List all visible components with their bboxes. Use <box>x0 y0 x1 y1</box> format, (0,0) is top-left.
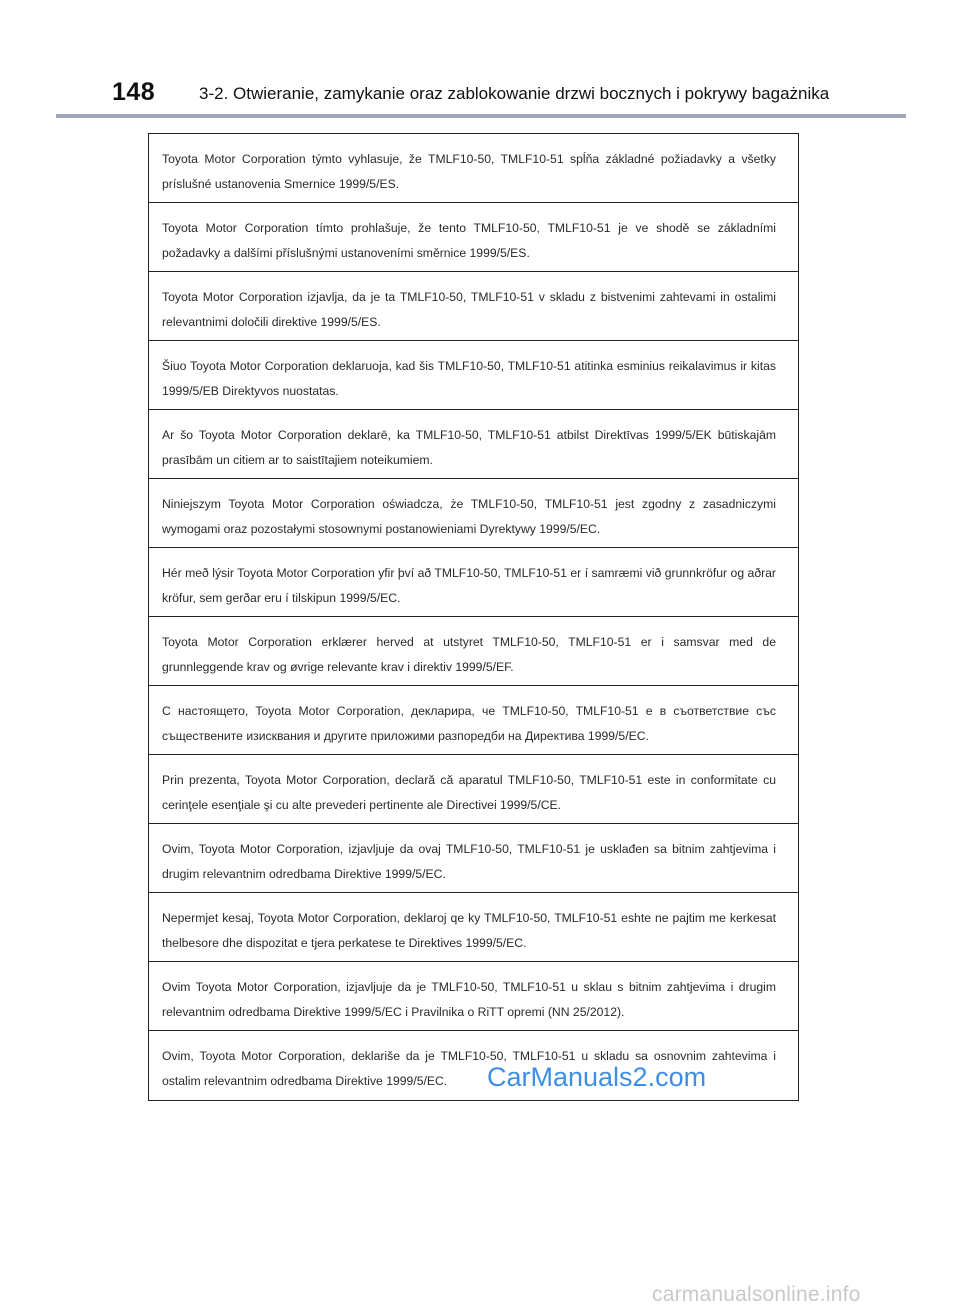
declaration-albanian: Nepermjet kesaj, Toyota Motor Corporation, deklaroj qe ky TMLF10-50, TMLF10-51 eshte ne pajtim me kerkesat thelbesore dhe dispozitat e tjera perkatese te Direktives 1999/5/EC. <box>149 893 798 962</box>
header-divider <box>56 114 906 118</box>
declaration-czech: Toyota Motor Corporation tímto prohlašuje, že tento TMLF10-50, TMLF10-51 je ve shodě se základními požadavky a dalšími příslušnými ustanoveními směrnice 1999/5/ES. <box>149 203 798 272</box>
declaration-slovak: Toyota Motor Corporation týmto vyhlasuje, že TMLF10-50, TMLF10-51 spĺňa základné požiadavky a všetky príslušné ustanovenia Smernice 1999/5/ES. <box>149 134 798 203</box>
carmanuals-watermark: CarManuals2.com <box>487 1062 707 1092</box>
page-number: 148 <box>112 78 156 106</box>
declaration-bosnian: Ovim, Toyota Motor Corporation, izjavljuje da ovaj TMLF10-50, TMLF10-51 je usklađen sa bitnim zahtjevima i drugim relevantnim odredbama Direktive 1999/5/EC. <box>149 824 798 893</box>
footer-watermark: carmanualsonline.info <box>652 1283 861 1306</box>
declarations-table <box>148 133 799 1101</box>
declaration-bulgarian: С настоящето, Toyota Motor Corporation, декларира, че TMLF10-50, TMLF10-51 е в съответствие със съществените изисквания и другите приложими разпоредби на Директива 1999/5/EC. <box>149 686 798 755</box>
declaration-serbian: Ovim, Toyota Motor Corporation, deklariše da je TMLF10-50, TMLF10-51 u skladu sa osnovnim zahtevima i ostalim relevantnim odredbama Direktive 1999/5/EC. <box>162 1049 776 1088</box>
section-title: 3-2. Otwieranie, zamykanie oraz zablokowanie drzwi bocznych i pokrywy bagażnika <box>199 84 830 103</box>
declaration-romanian: Prin prezenta, Toyota Motor Corporation, declară că aparatul TMLF10-50, TMLF10-51 este in conformitate cu cerinţele esenţiale şi cu alte prevederi pertinente ale Directivei 1999/5/CE. <box>149 755 798 824</box>
declaration-lithuanian: Šiuo Toyota Motor Corporation deklaruoja, kad šis TMLF10-50, TMLF10-51 atitinka esminius reikalavimus ir kitas 1999/5/EB Direktyvos nuostatas. <box>149 341 798 410</box>
declaration-icelandic: Hér með lýsir Toyota Motor Corporation yfir því að TMLF10-50, TMLF10-51 er í samræmi við grunnkröfur og aðrar kröfur, sem gerðar eru í tilskipun 1999/5/EC. <box>149 548 798 617</box>
declaration-norwegian: Toyota Motor Corporation erklærer herved at utstyret TMLF10-50, TMLF10-51 er i samsvar med de grunnleggende krav og øvrige relevante krav i direktiv 1999/5/EF. <box>149 617 798 686</box>
declaration-latvian: Ar šo Toyota Motor Corporation deklarē, ka TMLF10-50, TMLF10-51 atbilst Direktīvas 1999/5/EK būtiskajām prasībām un citiem ar to saistītajiem noteikumiem. <box>149 410 798 479</box>
declaration-polish: Niniejszym Toyota Motor Corporation oświadcza, że TMLF10-50, TMLF10-51 jest zgodny z zasadniczymi wymogami oraz pozostałymi stosownymi postanowieniami Dyrektywy 1999/5/EC. <box>149 479 798 548</box>
declaration-slovenian: Toyota Motor Corporation izjavlja, da je ta TMLF10-50, TMLF10-51 v skladu z bistvenimi zahtevami in ostalimi relevantnimi določili direktive 1999/5/ES. <box>149 272 798 341</box>
declaration-croatian: Ovim Toyota Motor Corporation, izjavljuje da je TMLF10-50, TMLF10-51 u sklau s bitnim zahtjevima i drugim relevantnim odredbama Direktive 1999/5/EC i Pravilnika o RiTT opremi (NN 25/2012). <box>149 962 798 1031</box>
page-header <box>0 0 960 120</box>
